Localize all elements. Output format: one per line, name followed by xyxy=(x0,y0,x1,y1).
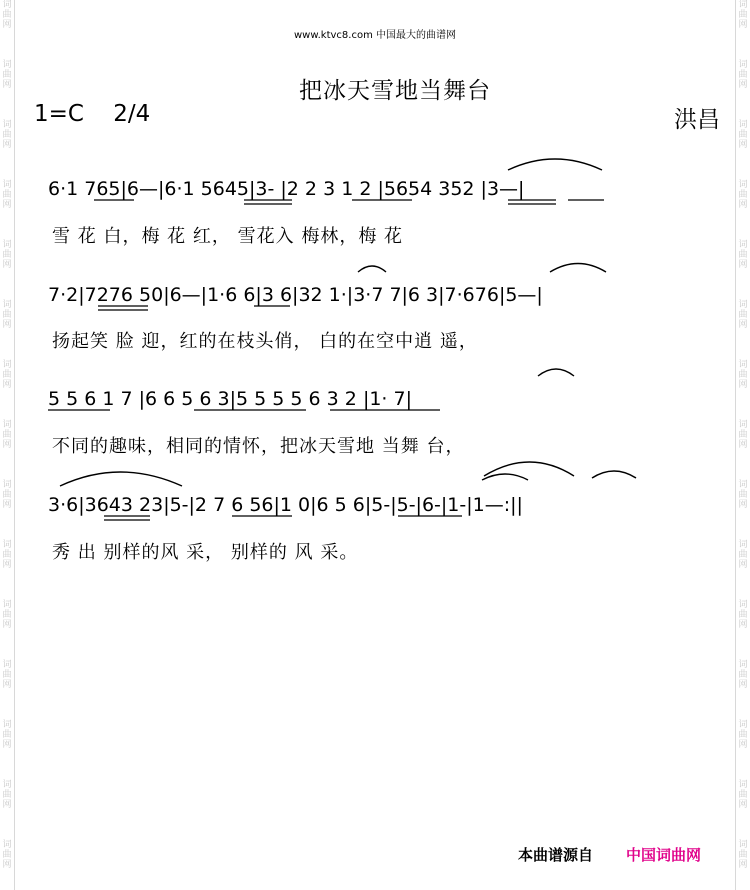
side-watermark-mark: 词 曲 网 xyxy=(738,180,748,210)
notation-line-2: 7·2|7276 50|6—|1·6 6|3 6|32 1·|3·7 7|6 3|7·676|5—| xyxy=(48,284,543,306)
slur-mark xyxy=(592,471,636,478)
side-watermark-mark: 词 曲 网 xyxy=(2,420,12,450)
lyrics-line-3: 不同的趣味，相同的情怀，把冰天雪地 当舞 台， xyxy=(52,436,465,457)
lyrics-line-4: 秀 出 别样的风 采， 别样的 风 采。 xyxy=(52,542,359,563)
side-watermark-mark: 词 曲 网 xyxy=(738,60,748,90)
side-watermark-mark: 词 曲 网 xyxy=(2,660,12,690)
side-watermark-mark: 词 曲 网 xyxy=(738,600,748,630)
site-watermark: www.ktvc8.com 中国最大的曲谱网 xyxy=(293,30,456,41)
side-watermark-mark: 词 曲 网 xyxy=(738,780,748,810)
side-watermark-mark: 词 曲 网 xyxy=(738,720,748,750)
source-label: 本曲谱源自 xyxy=(518,846,594,864)
time-signature: 2/4 xyxy=(113,101,151,127)
slur-mark xyxy=(550,264,606,273)
side-watermark-mark: 词 曲 网 xyxy=(2,0,12,30)
side-watermark-mark: 词 曲 网 xyxy=(2,240,12,270)
side-watermark-mark: 词 曲 网 xyxy=(2,300,12,330)
side-watermark-mark: 词 曲 网 xyxy=(738,300,748,330)
side-watermark-mark: 词 曲 网 xyxy=(2,600,12,630)
notation-line-3: 5 5 6 1 7 |6 6 5 6 3|5 5 5 5 6 3 2 |1· 7| xyxy=(48,388,412,410)
lyrics-line-2: 扬起笑 脸 迎，红的在枝头俏， 白的在空中逍 遥， xyxy=(52,331,478,352)
side-watermark-mark: 词 曲 网 xyxy=(2,180,12,210)
side-watermark-mark: 词 曲 网 xyxy=(2,360,12,390)
notation-line-4: 3·6|3643 23|5-|2 7 6 56|1 0|6 5 6|5-|5-|6-|1-|1—:|| xyxy=(48,494,523,516)
side-watermark-mark: 词 曲 网 xyxy=(2,780,12,810)
side-watermark-mark: 词 曲 网 xyxy=(738,0,748,30)
side-watermark-mark: 词 曲 网 xyxy=(738,120,748,150)
side-watermark-mark: 词 曲 网 xyxy=(738,360,748,390)
author-name: 洪昌 xyxy=(674,107,720,133)
side-watermark-mark: 词 曲 网 xyxy=(738,660,748,690)
slur-mark xyxy=(482,474,528,480)
slur-mark xyxy=(60,472,182,486)
side-watermark-mark: 词 曲 网 xyxy=(738,540,748,570)
slur-mark xyxy=(358,266,386,272)
source-site-link[interactable]: 中国词曲网 xyxy=(626,846,702,864)
slur-mark xyxy=(484,462,574,476)
side-watermark-mark: 词 曲 网 xyxy=(2,720,12,750)
side-watermark-mark: 词 曲 网 xyxy=(2,540,12,570)
side-watermark-mark: 词 曲 网 xyxy=(738,480,748,510)
notation-line-1: 6·1 765|6—|6·1 5645|3- |2 2 3 1 2 |5654 352 |3—| xyxy=(48,178,525,200)
side-watermark-mark: 词 曲 网 xyxy=(738,840,748,870)
side-watermark-mark: 词 曲 网 xyxy=(2,840,12,870)
slur-mark xyxy=(508,159,602,170)
song-title: 把冰天雪地当舞台 xyxy=(299,78,491,104)
key-value: 1=C xyxy=(34,101,84,127)
side-watermark-mark: 词 曲 网 xyxy=(738,240,748,270)
side-watermark-mark: 词 曲 网 xyxy=(2,60,12,90)
lyrics-line-1: 雪 花 白，梅 花 红， 雪花入 梅林，梅 花 xyxy=(52,226,404,247)
side-watermark-mark: 词 曲 网 xyxy=(738,420,748,450)
slur-mark xyxy=(538,369,574,376)
side-watermark-mark: 词 曲 网 xyxy=(2,480,12,510)
side-watermark-mark: 词 曲 网 xyxy=(2,120,12,150)
